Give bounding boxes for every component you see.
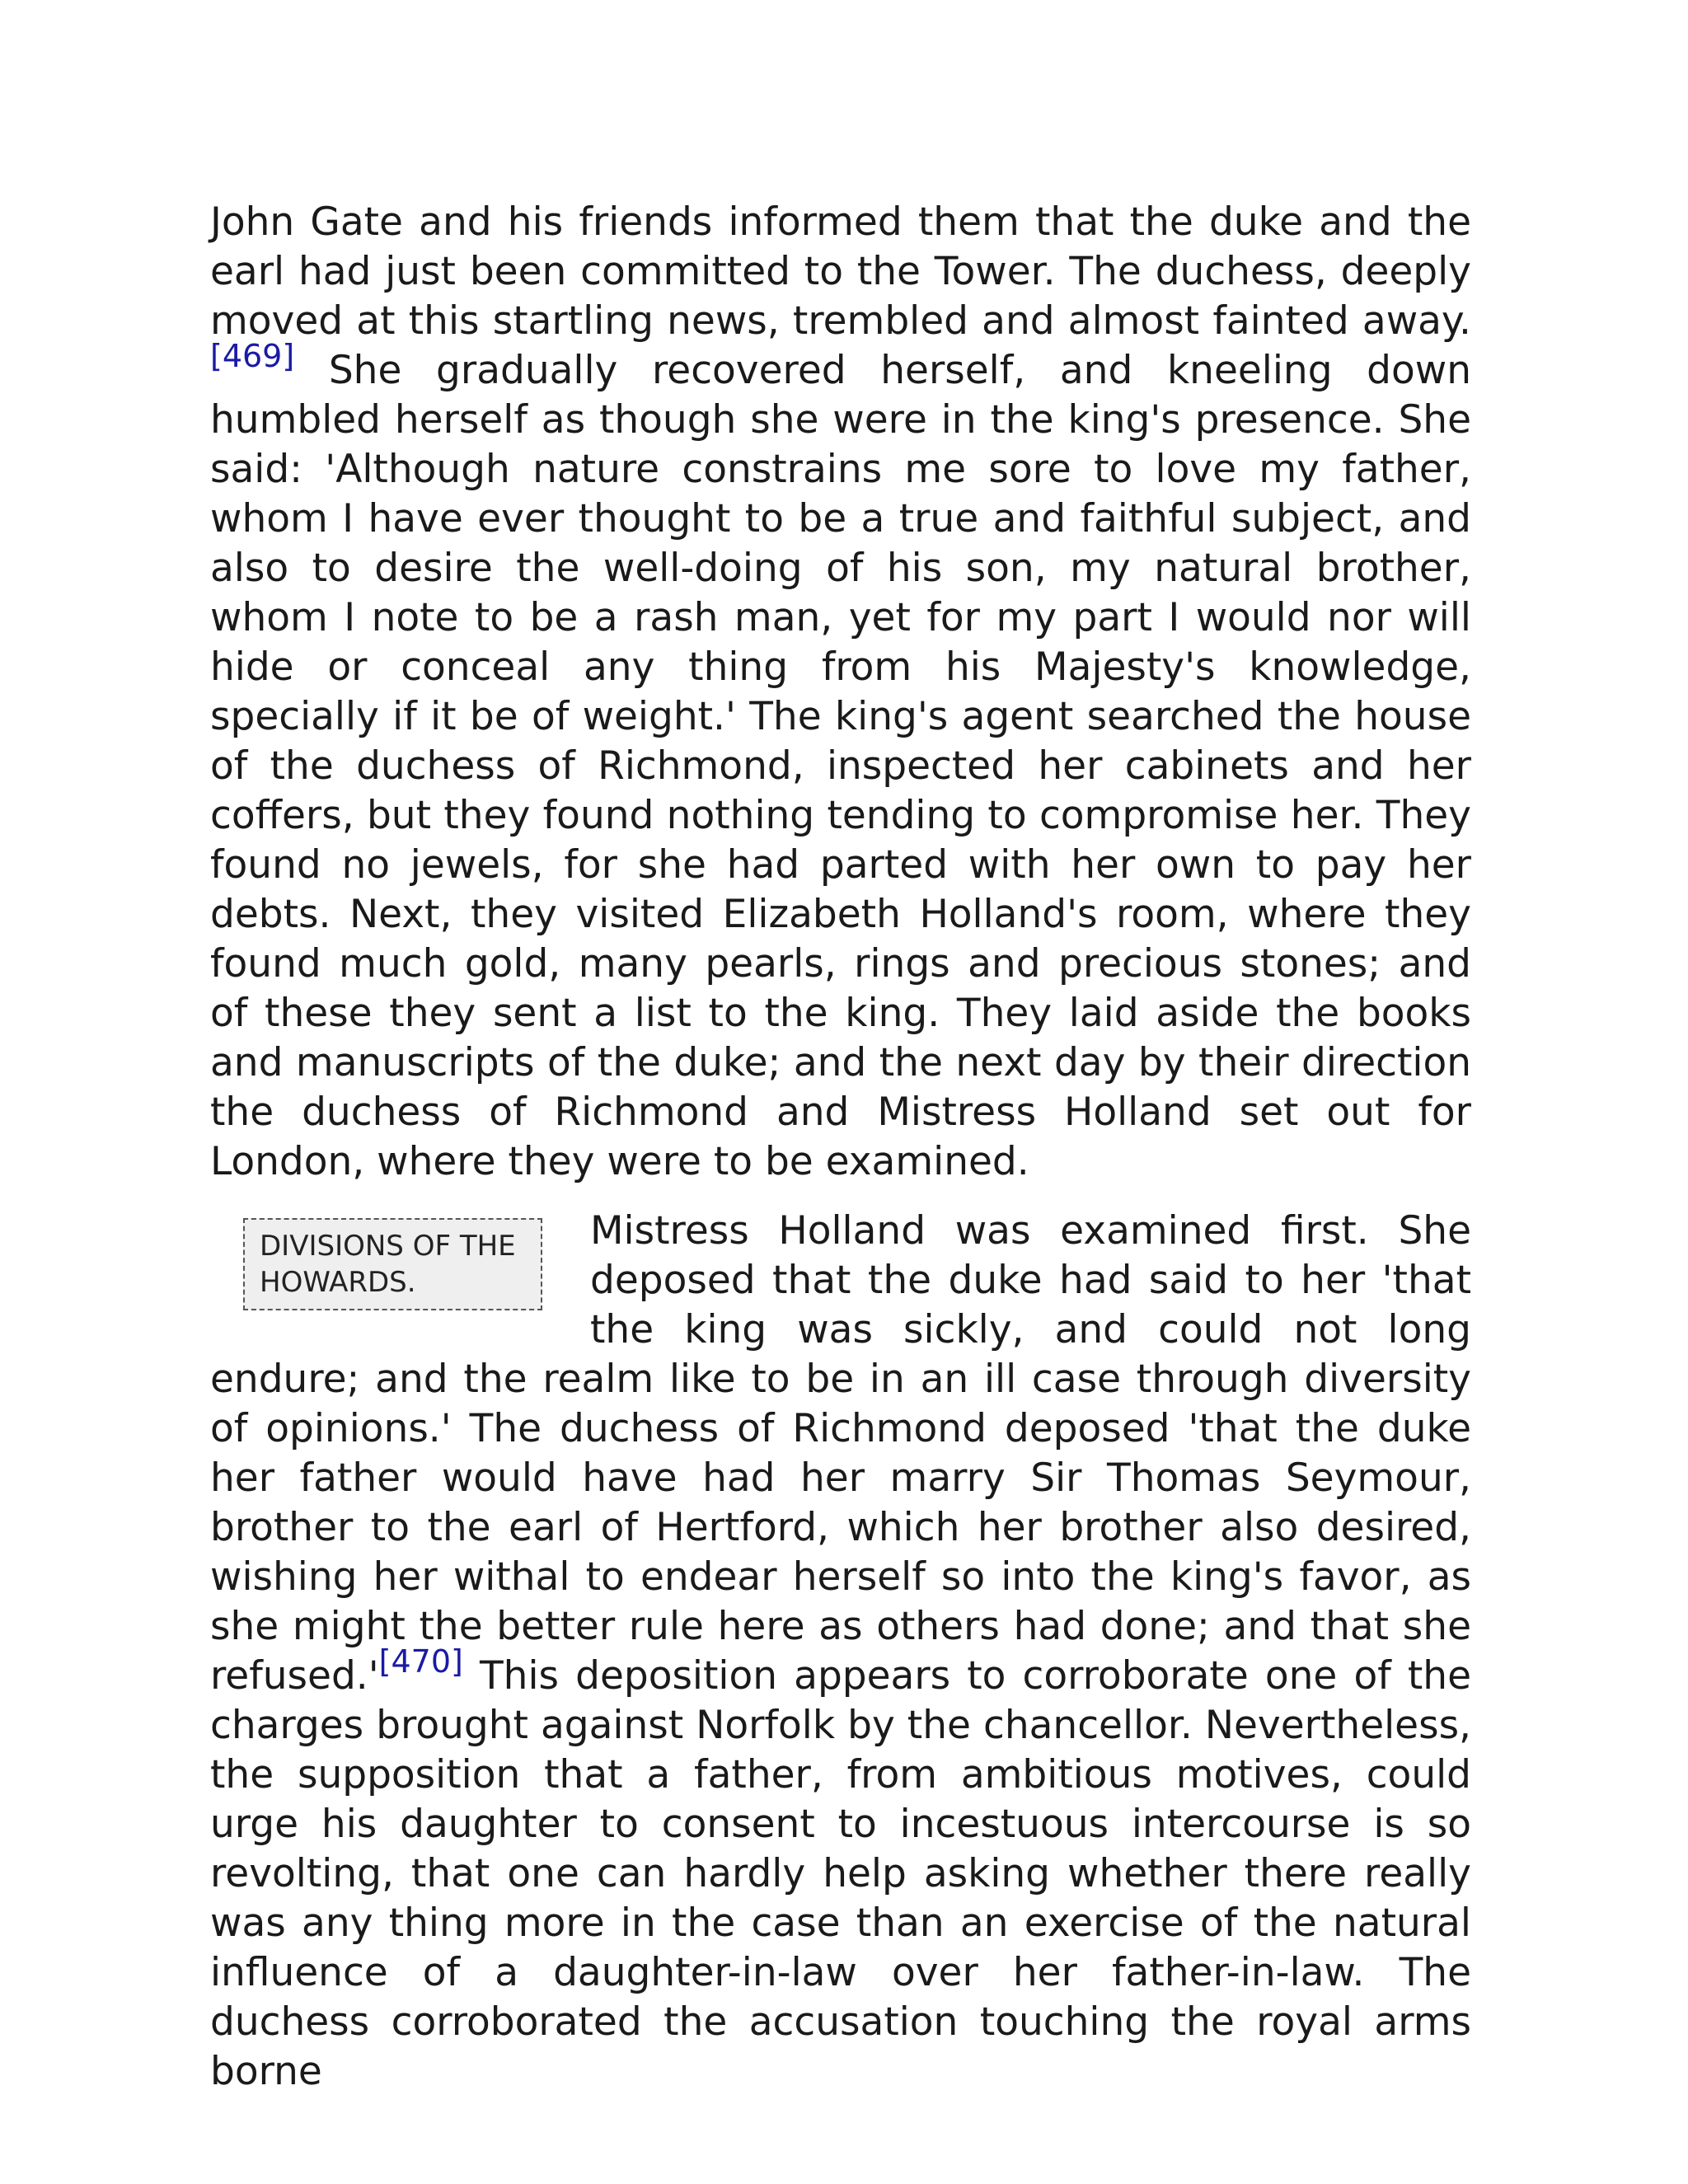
paragraph-2-text-a: Mistress Holland was examined first. She deposed that the duke had said to her 'that the king was sickly, and could not long endure; and the realm like to be in an ill case through diversity of opinions.' The duchess of Richmond deposed 'that the duke her father would have had her marry Sir Thomas Seymour, brother to the earl of Hertford, which her brother also desired, wishing her withal to endear herself so into the king's favor, as she might the better rule here as others had done; and that she refused.'	[210, 1208, 1471, 1699]
footnote-link-470[interactable]: [470]	[378, 1643, 463, 1680]
paragraph-2-text-b: This deposition appears to corroborate one of the charges brought against Norfolk by the chancellor. Nevertheless, the supposition that a father, from ambitious motives, could urge his daughter to consent to incestuous intercourse is so revolting, that one can hardly help asking whether there really was any thing more in the case than an exercise of the natural influence of a daughter-in-law over her father-in-law. The duchess corroborated the accusation touching the royal arms borne	[210, 1653, 1471, 2094]
paragraph-2	[210, 1207, 1471, 2097]
paragraph-1	[210, 198, 1471, 1187]
sidenote-divisions-of-the-howards: DIVISIONS OF THE HOWARDS.	[243, 1218, 542, 1310]
document-page	[210, 198, 1471, 2097]
footnote-link-469[interactable]: [469]	[210, 338, 295, 374]
paragraph-1-text-b: She gradually recovered herself, and kneeling down humbled herself as though she were in the king's presence. She said: 'Although nature constrains me sore to love my father, whom I have ever thought to be a true and faithful subject, and also to desire the well-doing of his son, my natural brother, whom I note to be a rash man, yet for my part I would nor will hide or conceal any thing from his Majesty's knowledge, specially if it be of weight.' The king's agent searched the house of the duchess of Richmond, inspected her cabinets and her coffers, but they found nothing tending to compromise her. They found no jewels, for she had parted with her own to pay her debts. Next, they visited Elizabeth Holland's room, where they found much gold, many pearls, rings and precious stones; and of these they sent a list to the king. They laid aside the books and manuscripts of the duke; and the next day by their direction the duchess of Richmond and Mistress Holland set out for London, where they were to be examined.	[210, 348, 1471, 1184]
paragraph-1-text-a: John Gate and his friends informed them that the duke and the earl had just been committed to the Tower. The duchess, deeply moved at this startling news, trembled and almost fainted away.	[210, 199, 1471, 344]
